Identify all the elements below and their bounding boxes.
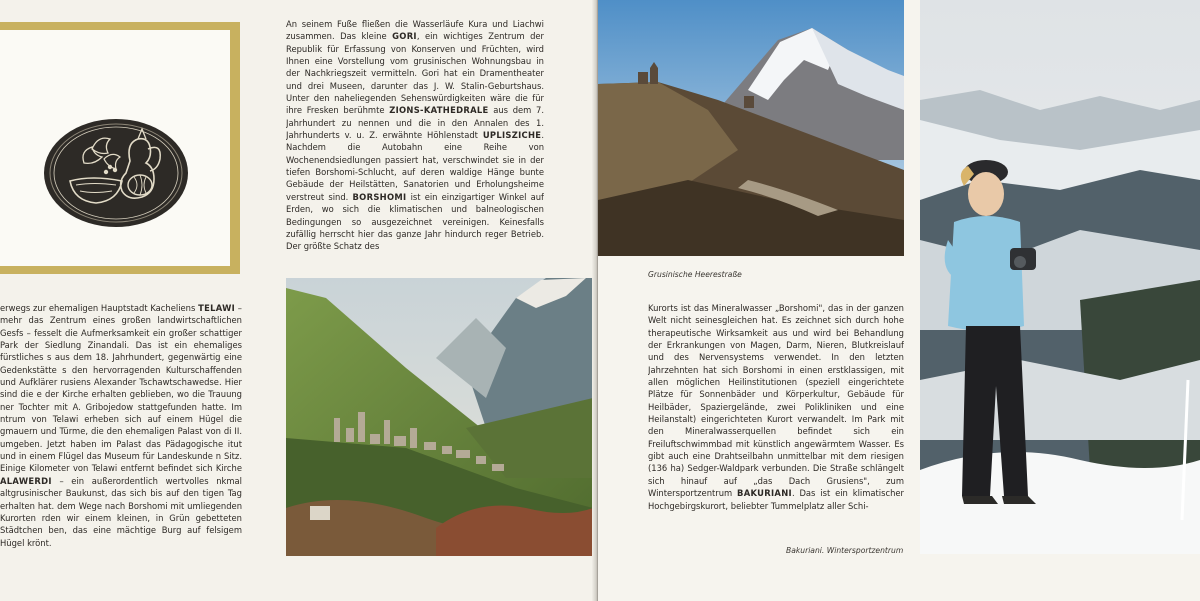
left-page	[0, 0, 596, 601]
emblem-vessel-icon	[44, 119, 188, 227]
photo-bakuriani-woman	[920, 0, 1200, 554]
caption-bakuriani: Bakuriani. Wintersportzentrum	[786, 546, 904, 555]
emblem-panel	[0, 22, 240, 274]
caption-heerestrasse: Grusinische Heerestraße	[648, 270, 742, 279]
paragraph-gori: An seinem Fuße fließen die Wasserläufe Kura und Liachwi zusammen. Das kleine GORI, ein wichtiges Zentrum der Republik für Erfassung von Konserven und Früchten, wird Ihnen eine Vorstellung vom grusinischen Wohnungsbau in der Nachkriegszeit vermitteln. Gori hat ein Dramentheater und drei Museen, darunter das J. W. Stalin-Geburtshaus. Unter den naheliegenden Sehenswürdigkeiten wäre die für ihre Fresken berühmte ZIONS-KATHEDRALE aus dem 7. Jahrhundert zu nennen und die in den Annalen des 1. Jahrhunderts v. u. Z. erwähnte Höhlenstadt UPLISZICHE. Nachdem die Autobahn eine Reihe von Wochenendsiedlungen passiert hat, verschwindet sie in der tiefen Borshomi-Schlucht, auf deren waldige Hänge bunte Gebäude der Heilstätten, Sanatorien und Erholungsheime verstreut sind. BORSHOMI ist ein einzigartiger Winkel auf Erden, wo sich die klimatischen und balneologischen Bedingungen so ausgezeichnet vereinigen. Keinesfalls zufällig herrscht hier das ganze Jahr hindurch reger Betrieb. Der größte Schatz des	[286, 19, 544, 252]
place-name: UPLISZICHE	[482, 130, 542, 141]
place-name: ALAWERDI	[0, 475, 52, 486]
paragraph-telawi: erwegs zur ehemaligen Hauptstadt Kacheliens TELAWI – mehr das Zentrum eines großen landwirtschaftlichen Gesfs – fesselt die Aufmerksamkeit ein großer schattiger Park der Siedlung Zinandali. Das ist ein ehemaliges fürstliches s aus dem 18. Jahrhundert, gegenwärtig eine Gedenkstätte s den hervorragenden Kulturschaffenden und Aufklärer rusiens Alexander Tschawtschawedse. Hier sind die e der Kirche erhalten geblieben, wo die Trauung ner Tochter mit A. Gribojedow stattgefunden hatte. Im ntrum von Telawi erheben sich auf einem Hügel die gmauern und Türme, die den ehemaligen Palast von di II. umgeben. Jetzt haben im Palast das Pädagogische itut und in einem Flügel das Museum für Landeskunde n Sitz. Einige Kilometer von Telawi entfernt befindet sich Kirche ALAWERDI – ein außerordentlich wertvolles nkmal altgrusinischer Baukunst, das sich bis auf den tigen Tag erhalten hat. dem Wege nach Borshomi mit umliegenden Kurorten rden wir einem kleinen, in Grün gebetteten Städtchen ben, das eine mächtige Burg auf felsigem Hügel krönt.	[0, 303, 242, 548]
place-name: BAKURIANI	[737, 488, 792, 499]
text-column-gori	[286, 18, 544, 254]
photo-kazbek-church	[598, 0, 904, 256]
place-name: BORSHOMI	[352, 191, 407, 202]
text-column-borshomi	[648, 302, 904, 536]
place-name: GORI	[392, 31, 417, 42]
photo-mountain-village	[286, 278, 593, 556]
place-name: ZIONS-KATHEDRALE	[389, 105, 489, 116]
text-column-telawi	[0, 302, 242, 560]
right-page	[598, 0, 1200, 601]
paragraph-borshomi: Kurorts ist das Mineralwasser „Borshomi", das in der ganzen Welt nicht seinesgleichen hat. Es zeichnet sich durch hohe therapeutische Wirksamkeit aus und wird bei Behandlung der Erkrankungen von Magen, Darm, Nieren, Blutkreislauf und des Nervensystems verwendet. In den letzten Jahrzehnten hat sich Borshomi in einen erstklassigen, mit allen möglichen Heilinstitutionen (speziell eingerichtete Plätze für Sonnenbäder und Körperkultur, Gebäude für Heilbäder, Spaziergelände, zwei Polikliniken und eine Heilanstalt) eingerichteten Kurort verwandelt. Im Park mit den Mineralwasserquellen befindet sich ein Freiluftschwimmbad mit künstlich angewärmtem Wasser. Es gibt auch eine Drahtseilbahn unmittelbar mit dem riesigen (136 ha) Sedger-Waldpark verbunden. Die Straße schlängelt sich hinauf auf „das Dach Grusiens", zum Wintersportzentrum BAKURIANI. Das ist ein klimatischer Hochgebirgskurort, beliebter Tummelplatz aller Schi-	[648, 303, 904, 511]
place-name: TELAWI	[198, 303, 236, 313]
